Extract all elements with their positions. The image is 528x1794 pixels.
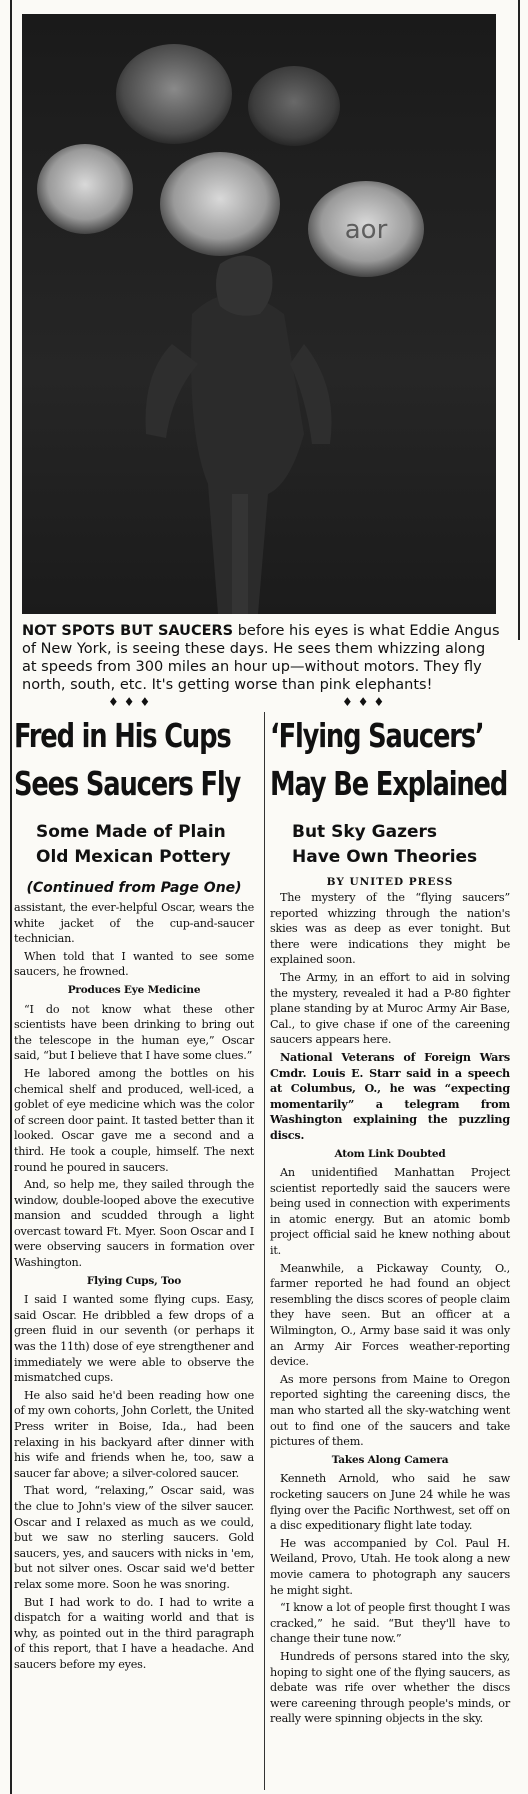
svg-text:aor: aor <box>344 215 388 245</box>
column-rule <box>264 712 265 1790</box>
article-right-body <box>270 890 510 1727</box>
crosshead: Takes Along Camera <box>331 1453 449 1466</box>
paragraph: He was accompanied by Col. Paul H. Weiland, Provo, Utah. He took along a new movie camera to photograph any saucers he might sight. <box>270 1536 510 1597</box>
caption-text: before his eyes is what Eddie Angus of New York, is seeing these days. He sees them whizzing along at speeds from 300 miles an hour up—without motors. They fly north, south, etc. It's getting worse than pink elephants! <box>22 623 500 693</box>
crosshead: Flying Cups, Too <box>86 1274 182 1287</box>
headline-right-line1: ‘Flying Saucers’ <box>270 716 484 755</box>
crosshead: Atom Link Doubted <box>334 1147 446 1160</box>
article-left <box>14 712 254 1675</box>
paragraph: An unidentified Manhattan Project scientist reportedly said the saucers were being used in connection with experiments in atomic energy. But an atomic bomb project official said he knew nothing about it. <box>270 1166 510 1258</box>
headline-right-line2: May Be Explained <box>270 764 508 803</box>
paragraph: assistant, the ever-helpful Oscar, wears the white jacket of the cup-and-saucer technician. <box>14 901 254 946</box>
paragraph: I said I wanted some flying cups. Easy, said Oscar. He dribbled a few drops of a green fluid in our seventh (or perhaps it was the 11th) dose of eye strengthener and immediately we were able to observe the mismatched cups. <box>14 1293 254 1385</box>
crosshead: Produces Eye Medicine <box>67 983 201 996</box>
paragraph: When told that I wanted to see some saucers, he frowned. <box>14 949 254 979</box>
continued-note: (Continued from Page One) <box>26 880 242 896</box>
paragraph: Hundreds of persons stared into the sky, hoping to sight one of the flying saucers, as debate was rife over whether the discs were careening through people's minds, or really were spinning objects in the sky. <box>270 1649 510 1726</box>
ornament-left: ♦♦♦ <box>108 695 156 709</box>
caption-lead: NOT SPOTS BUT SAUCERS <box>22 623 234 639</box>
paragraph: He labored among the bottles on his chemical shelf and produced, well-iced, a goblet of eye medicine which was the color of screen door paint. It tasted better than it looked. Oscar gave me a second and a third. He took a couple, himself. The next round he poured in saucers. <box>14 1066 254 1174</box>
paragraph: “I do not know what these other scientists have been drinking to bring out the telescope in the human eye,” Oscar said, “but I believe that I have some clues.” <box>14 1002 254 1063</box>
article-right <box>270 712 510 1729</box>
news-photo <box>22 14 496 614</box>
paragraph: But I had work to do. I had to write a dispatch for a waiting world and that is why, as pointed out in the third paragraph of this report, that I have a headache. And saucers before my eyes. <box>14 1595 254 1671</box>
paragraph: Kenneth Arnold, who said he saw rocketing saucers on June 24 while he was flying over the Pacific Northwest, set off on a disc expeditionary flight late today. <box>270 1472 510 1533</box>
subhead-left-line2: Old Mexican Pottery <box>36 847 231 867</box>
paragraph: And, so help me, they sailed through the window, double-looped above the executive mansion and scudded through a light overcast toward Ft. Myer. Soon Oscar and I were observing saucers in formation over Washington. <box>14 1178 254 1270</box>
headline-left-line2: Sees Saucers Fly <box>14 764 241 803</box>
photo-illustration <box>22 14 496 614</box>
paragraph: He also said he'd been reading how one of my own cohorts, John Corlett, the United Press writer in Boise, Ida., had been relaxing in his backyard after dinner with his wife and friends when he, too, saw a saucer far above; a silver-colored saucer. <box>14 1388 254 1480</box>
page-border-right <box>518 0 520 640</box>
headline-left-line1: Fred in His Cups <box>14 716 231 755</box>
ornament-right: ♦♦♦ <box>342 695 390 709</box>
paragraph: That word, “relaxing,” Oscar said, was the clue to John's view of the silver saucer. Oscar and I relaxed as much as we could, but we saw no sterling saucers. Gold saucers, yes, and saucers with nicks in 'em, but not silver ones. Oscar said we'd better relax some more. Soon he was snoring. <box>14 1484 254 1591</box>
photo-caption <box>22 622 502 694</box>
paragraph: As more persons from Maine to Oregon reported sighting the careening discs, the man who started all the sky-watching went out to find one of the saucers and take pictures of them. <box>270 1372 510 1449</box>
article-left-body <box>14 900 254 1673</box>
subhead-right-line1: But Sky Gazers <box>292 822 438 842</box>
paragraph: The mystery of the “flying saucers” reported whizzing through the nation's skies was as deep as ever tonight. But there were indications they might be explained soon. <box>270 891 510 967</box>
paragraph: The Army, in an effort to aid in solving the mystery, revealed it had a P-80 fighter plane standing by at Muroc Army Air Base, Cal., to give chase if one of the careening saucers appears here. <box>270 970 510 1047</box>
subhead-left-line1: Some Made of Plain <box>36 822 226 842</box>
page-border-left <box>10 0 12 1794</box>
byline: BY UNITED PRESS <box>326 876 454 888</box>
paragraph: Meanwhile, a Pickaway County, O., farmer reported he had found an object resembling the discs scores of people claim they have seen. But an officer at a Wilmington, O., Army base said it was only an Army Air Forces weather-reporting device. <box>270 1261 510 1369</box>
paragraph: National Veterans of Foreign Wars Cmdr. Louis E. Starr said in a speech at Columbus, O., he was “expecting momentarily” a telegram from Washington explaining the puzzling discs. <box>270 1049 510 1142</box>
subhead-right-line2: Have Own Theories <box>292 847 478 867</box>
paragraph: “I know a lot of people first thought I was cracked,” he said. “But they'll have to change their tune now.” <box>270 1601 510 1646</box>
